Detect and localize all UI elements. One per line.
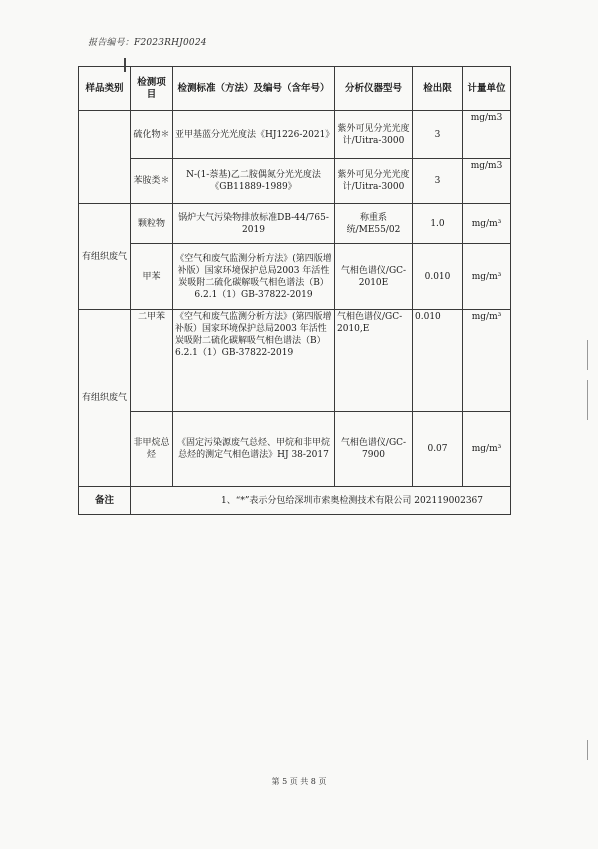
- table-row: [79, 412, 511, 487]
- unit-cell: mg/m3: [463, 159, 511, 204]
- standard-cell: 《空气和废气监测分析方法》(第四版增补版）国家环境保护总局2003 年活性炭吸附二硫化碳解吸气相色谱法（B）6.2.1（1）GB-37822-2019: [173, 244, 335, 310]
- limit-cell: 0.010: [413, 244, 463, 310]
- header-limit: 检出限: [413, 67, 463, 111]
- limit-cell: 0.010: [413, 310, 463, 412]
- unit-cell: mg/m3: [463, 111, 511, 159]
- table-row: [79, 310, 511, 412]
- category-cell: 有组织废气: [79, 310, 131, 487]
- page-number: 第 5 页 共 8 页: [271, 777, 327, 786]
- standard-cell: 《固定污染源废气总烃、甲烷和非甲烷总烃的测定气相色谱法》HJ 38-2017: [173, 412, 335, 487]
- table-row: [79, 244, 511, 310]
- limit-cell: 3: [413, 111, 463, 159]
- limit-cell: 0.07: [413, 412, 463, 487]
- limit-cell: 1.0: [413, 204, 463, 244]
- category-cell-empty: [79, 111, 131, 204]
- item-cell: 非甲烷总烃: [131, 412, 173, 487]
- table-row: [79, 159, 511, 204]
- edge-mark: [587, 740, 588, 760]
- edge-mark: [587, 340, 588, 370]
- unit-cell: mg/m³: [463, 412, 511, 487]
- header-item: 检测项目: [131, 67, 173, 111]
- item-cell: 二甲苯: [131, 310, 173, 412]
- table-header-row: [79, 67, 511, 111]
- test-methods-table: [78, 66, 511, 515]
- instrument-cell: 气相色谱仪/GC-2010E: [335, 244, 413, 310]
- header-unit: 计量单位: [463, 67, 511, 111]
- table-row: [79, 111, 511, 159]
- instrument-cell: 紫外可见分光光度计/Uitra-3000: [335, 159, 413, 204]
- table-row: [79, 204, 511, 244]
- instrument-cell: 气相色谱仪/GC-2010,E: [335, 310, 413, 412]
- unit-cell: mg/m³: [463, 310, 511, 412]
- standard-cell: 锅炉大气污染物排放标准DB-44/765-2019: [173, 204, 335, 244]
- notes-row: [79, 487, 511, 515]
- standard-cell: N-(1-萘基)乙二胺偶氮分光光度法《GB11889-1989》: [173, 159, 335, 204]
- edge-mark: [587, 380, 588, 420]
- standard-cell: 亚甲基蓝分光光度法《HJ1226-2021》: [173, 111, 335, 159]
- limit-cell: 3: [413, 159, 463, 204]
- header-category: 样品类别: [79, 67, 131, 111]
- header-standard: 检测标准（方法）及编号（含年号）: [173, 67, 335, 111]
- item-cell: 苯胺类＊: [131, 159, 173, 204]
- item-cell: 甲苯: [131, 244, 173, 310]
- instrument-cell: 紫外可见分光光度计/Uitra-3000: [335, 111, 413, 159]
- note-text: 1、“*”表示分包给深圳市索奥检测技术有限公司 202119002367: [131, 487, 511, 515]
- instrument-cell: 称重系统/ME55/02: [335, 204, 413, 244]
- instrument-cell: 气相色谱仪/GC-7900: [335, 412, 413, 487]
- item-cell: 颗粒物: [131, 204, 173, 244]
- standard-cell: 《空气和废气监测分析方法》(第四版增补版）国家环境保护总局2003 年活性炭吸附二硫化碳解吸气相色谱法（B）6.2.1（1）GB-37822-2019: [173, 310, 335, 412]
- header-instrument: 分析仪器型号: [335, 67, 413, 111]
- note-label: 备注: [79, 487, 131, 515]
- unit-cell: mg/m³: [463, 244, 511, 310]
- category-cell: 有组织废气: [79, 204, 131, 310]
- unit-cell: mg/m³: [463, 204, 511, 244]
- report-number: 报告编号：F2023RHJ0024: [88, 38, 207, 48]
- item-cell: 硫化物＊: [131, 111, 173, 159]
